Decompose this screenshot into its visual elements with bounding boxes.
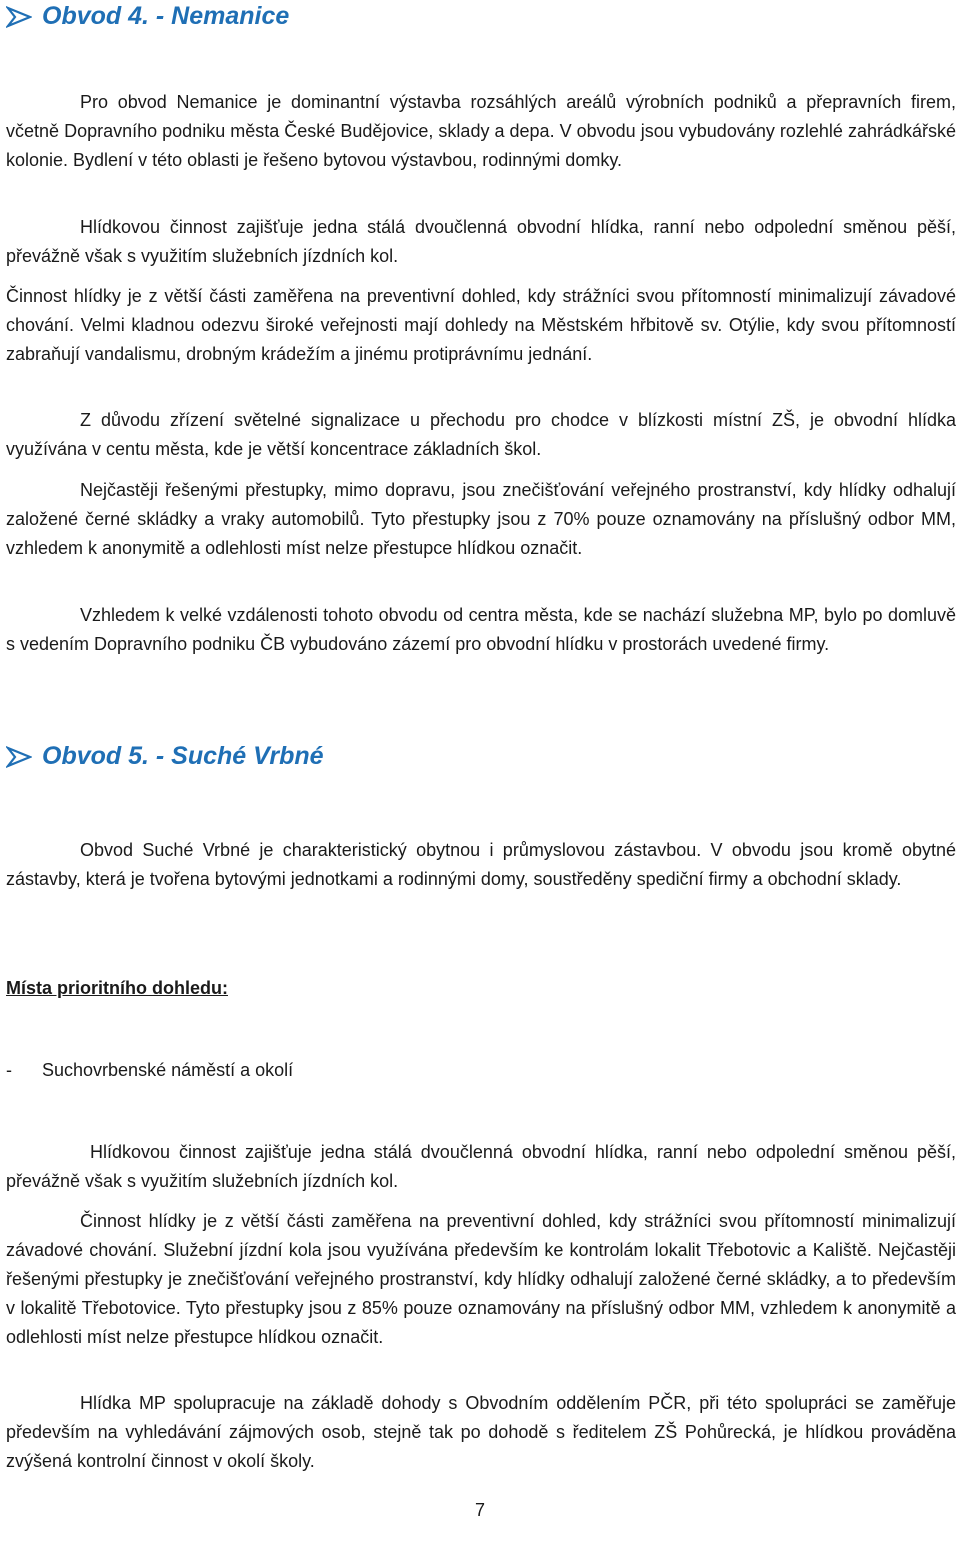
- section-5-paragraph-3: Hlídka MP spolupracuje na základě dohody s Obvodním oddělením PČR, při této spolupráci se zaměřuje především na vyhledávání zájmových osob, stejně tak po dohodě s ředitelem ZŠ Pohůrecká, je hlídkou prováděna zvýšená kontrolní činnost v okolí školy.: [6, 1393, 956, 1471]
- section-5-paragraph-1: Hlídkovou činnost zajišťuje jedna stálá dvoučlenná obvodní hlídka, ranní nebo odpolední směnou pěší, převážně však s využitím služebních jízdních kol.: [6, 1142, 956, 1191]
- bullet-dash: -: [6, 1060, 12, 1080]
- arrow-marker-icon: [6, 746, 32, 768]
- section-4-paragraph-6: Vzhledem k velké vzdálenosti tohoto obvodu od centra města, kde se nachází služebna MP, bylo po domluvě s vedením Dopravního podniku ČB vybudováno zázemí pro obvodní hlídku v prostorách uvedené firmy.: [6, 605, 956, 654]
- priority-places-subheading: Místa prioritního dohledu:: [6, 978, 228, 998]
- section-4-paragraph-4: Z důvodu zřízení světelné signalizace u přechodu pro chodce v blízkosti místní ZŠ, je obvodní hlídka využívána v centu města, kde je větší koncentrace základních škol.: [6, 410, 956, 459]
- section-4-paragraph-5: Nejčastěji řešenými přestupky, mimo dopravu, jsou znečišťování veřejného prostranství, kdy hlídky odhalují založené černé skládky a vraky automobilů. Tyto přestupky jsou z 70% pouze oznamovány na příslušný odbor MM, vzhledem k anonymitě a odlehlosti míst nelze přestupce hlídkou označit.: [6, 480, 956, 558]
- list-item-label: Suchovrbenské náměstí a okolí: [42, 1060, 294, 1080]
- section-4-paragraph-2: Hlídkovou činnost zajišťuje jedna stálá dvoučlenná obvodní hlídka, ranní nebo odpolední směnou pěší, převážně však s využitím služebních jízdních kol.: [6, 217, 956, 266]
- section-4-paragraph-1: Pro obvod Nemanice je dominantní výstavba rozsáhlých areálů výrobních podniků a přepravních firem, včetně Dopravního podniku města České Budějovice, sklady a depa. V obvodu jsou vybudovány rozlehlé zahrádkářské kolonie. Bydlení v této oblasti je řešeno bytovou výstavbou, rodinnými domky.: [6, 92, 956, 170]
- page-number: 7: [474, 1500, 485, 1520]
- section-5-heading: [6, 742, 324, 771]
- section-4-title: Obvod 4. - Nemanice: [42, 2, 290, 30]
- section-4-heading: [6, 2, 289, 31]
- section-5-intro: Obvod Suché Vrbné je charakteristický obytnou i průmyslovou zástavbou. V obvodu jsou kromě obytné zástavby, která je tvořena bytovými jednotkami a rodinnými domy, soustředěny spediční firmy a obchodní sklady.: [6, 840, 956, 889]
- arrow-marker-icon: [6, 6, 32, 28]
- section-5-paragraph-2: Činnost hlídky je z větší části zaměřena na preventivní dohled, kdy strážníci svou přítomností minimalizují závadové chování. Služební jízdní kola jsou využívána především ke kontrolám lokalit Třebotovic a Kaliště. Nejčastěji řešenými přestupky je znečišťování veřejného prostranství, kdy hlídky odhalují založené černé skládky, a to především v lokalitě Třebotovice. Tyto přestupky jsou z 85% pouze oznamovány na příslušný odbor MM, vzhledem k anonymitě a odlehlosti míst nelze přestupce hlídkou označit.: [6, 1211, 956, 1347]
- section-4-paragraph-3: Činnost hlídky je z větší části zaměřena na preventivní dohled, kdy strážníci svou přítomností minimalizují závadové chování. Velmi kladnou odezvu široké veřejnosti mají dohledy na Městském hřbitově sv. Otýlie, kdy svou přítomností zabraňují vandalismu, drobným krádežím a jinému protiprávnímu jednání.: [6, 286, 956, 364]
- list-item: [6, 1060, 293, 1081]
- section-5-title: Obvod 5. - Suché Vrbné: [42, 742, 324, 770]
